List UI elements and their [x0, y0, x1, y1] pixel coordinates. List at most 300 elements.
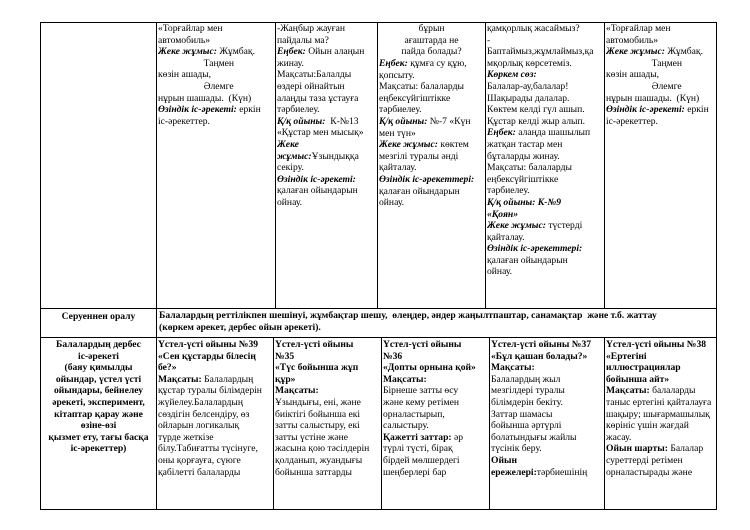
text-line [277, 116, 376, 128]
text-line [275, 420, 380, 432]
line-text: іс-әрекеттер. [158, 115, 210, 127]
line-text: Ұзындығы, ені, және [275, 396, 361, 408]
line-text: орналастырып, [383, 408, 445, 420]
text-line [487, 69, 603, 81]
text-line [379, 70, 484, 82]
line-text: -Жаңбыр жауған [277, 23, 345, 34]
line-text: еңбексүйгіштікке [379, 92, 451, 104]
line-label: Мақсаты: [383, 373, 427, 385]
return-from-walk-content [159, 310, 715, 333]
text-line [277, 139, 376, 151]
text-line [275, 467, 380, 479]
table-border-row1-bottom [40, 308, 717, 309]
line-text: затты үстіне және [275, 431, 349, 443]
text-line [606, 420, 715, 432]
line-text: «Торғайлар мен [606, 23, 671, 34]
line-text: Шақырады далалар. [487, 92, 570, 104]
line-text: автомобиль» [158, 34, 211, 46]
line-text: Әлемге [606, 80, 682, 92]
line-text: қайталау. [379, 162, 417, 174]
text-line [379, 174, 484, 186]
line-text: бойынша заттарды [275, 466, 352, 478]
table-border-col2-top [275, 22, 276, 308]
text-line [491, 385, 603, 397]
line-text: Балалар-ау,балалар! [487, 80, 569, 92]
line-label: Өзіндік іс-әрекеті: [277, 173, 356, 185]
walk-wednesday-top-cell [379, 23, 484, 58]
walk-wednesday-text [379, 58, 484, 209]
text-line [275, 432, 380, 444]
line-text: Әлемге [158, 80, 234, 92]
text-line [487, 209, 603, 221]
text-line [606, 93, 715, 105]
text-line [158, 35, 274, 47]
walk-thursday-cell [487, 23, 603, 278]
line-text: жинау. [277, 57, 304, 69]
return-from-walk-line2: (көркем әрекет, дербес ойын әрекеті). [159, 321, 321, 333]
line-label: №35 [275, 350, 295, 362]
line-text: қопсыту. [379, 69, 415, 81]
text-line [379, 116, 484, 128]
line-text: қалаған ойындарын [487, 254, 568, 266]
text-line [487, 266, 603, 278]
text-line [158, 374, 272, 386]
line-label: Ойын шарты: [606, 443, 668, 455]
line-text: оны қорғауға, сүюге [158, 454, 241, 466]
line-text: нұрын шашады. (Күн) [158, 92, 252, 104]
return-from-walk-line1: Балалардың реттілікпен шешінуі, жұмбақтар шешу, өлеңдер, әндер жаңылтпаштар, санамақтар және т.б. жаттау [159, 310, 657, 321]
line-label: Ойын [491, 454, 518, 466]
text-line [487, 93, 603, 105]
line-text: жасына қою тәсілдерін [275, 443, 370, 455]
line-label: Қ/қ ойыны: [379, 115, 428, 127]
line-text: Таңмен [606, 57, 683, 69]
line-text: нұрын шашады. (Күн) [606, 92, 700, 104]
text-line [379, 81, 484, 93]
line-text: Құстар келді жыр алып. [487, 115, 586, 127]
line-text: әр [451, 431, 464, 443]
text-line [606, 23, 715, 35]
line-text: Мақсаты: балаларды [487, 162, 572, 174]
table-border-col3-top [377, 22, 378, 308]
text-line [487, 23, 603, 35]
label-line: өзіне-өзі [80, 420, 117, 432]
text-line [383, 467, 488, 479]
line-label: «Бұл қашан болады?» [491, 350, 588, 362]
label-line: әрекеті, эксперимент, [52, 396, 145, 408]
text-line [158, 467, 272, 479]
line-label: бойынша айт» [606, 373, 670, 385]
text-line [491, 362, 603, 374]
line-label: Үстел-үсті ойыны [275, 339, 354, 350]
walk-wednesday-question [379, 23, 484, 58]
text-line [379, 197, 484, 209]
line-text: Мақсаты:Балалды [277, 69, 352, 81]
line-label: Еңбек: [487, 127, 516, 139]
line-text: Мақсаты: балаларды [379, 81, 464, 93]
line-text: құстар туралы білімдерін [158, 385, 262, 397]
text-line [606, 374, 715, 386]
text-line [487, 127, 603, 139]
line-text: Бірнеше затты өсу [383, 385, 459, 397]
text-line [491, 443, 603, 455]
line-text: алаңды таза ұстауға [277, 92, 359, 104]
text-line [487, 104, 603, 116]
text-line [491, 432, 603, 444]
line-label: Мақсаты: [606, 385, 650, 397]
label-line: іс-әрекеті [78, 350, 119, 362]
text-line [491, 374, 603, 386]
board-game-36-text [383, 339, 488, 478]
text-line [487, 139, 603, 151]
text-line [158, 69, 274, 81]
text-line [606, 362, 715, 374]
line-label: Жеке жұмыс: [379, 139, 438, 151]
line-label: Үстел-үсті ойыны [383, 339, 462, 350]
text-line [277, 151, 376, 163]
line-text: еркін [236, 104, 261, 116]
line-text: алаңда шашылып [515, 127, 591, 139]
text-line [487, 151, 603, 163]
independent-activity-label [41, 339, 156, 455]
text-line [277, 58, 376, 70]
table-border-right [716, 22, 717, 510]
line-text: пайда болады? [401, 46, 462, 58]
line-text: биіктігі бойынша екі [275, 408, 361, 420]
text-line [487, 197, 603, 209]
line-text: тәрбиешінің [536, 466, 588, 478]
text-line [158, 81, 274, 93]
text-line [277, 162, 376, 174]
line-text: мен түн» [379, 127, 416, 139]
line-text: «Құстар мен мысық» [277, 127, 364, 139]
text-line [487, 255, 603, 267]
table-border-col4-top [485, 22, 486, 308]
text-line [491, 339, 603, 351]
line-label: Өзіндік іс-әрекеттері: [487, 243, 583, 255]
text-line [606, 116, 715, 128]
label-line: ойындар, үстел үсті [55, 373, 142, 385]
text-line [158, 339, 272, 351]
line-text: Ұзындыққа [311, 150, 359, 162]
text-line [275, 362, 380, 374]
line-text: қамқорлық жасаймыз? [487, 23, 580, 34]
line-text: ойнау. [379, 197, 405, 209]
text-line [383, 443, 488, 455]
line-text: секіру. [277, 162, 304, 174]
text-line [158, 351, 272, 363]
walk-friday-cell [606, 23, 715, 127]
line-label: Жеке [277, 138, 299, 150]
text-line [379, 186, 484, 198]
table-border-col4-bottom [489, 337, 490, 510]
text-line [383, 362, 488, 374]
table-border-row2-bottom [40, 337, 717, 338]
walk-monday-cell [158, 23, 274, 127]
table-border-col5-bottom [604, 337, 605, 510]
line-text: еңбексүйгіштікке [487, 173, 559, 185]
walk-tuesday-cell [277, 23, 376, 209]
label-line: іс-әрекеттер) [70, 443, 127, 455]
text-line [379, 104, 484, 116]
text-line [158, 420, 272, 432]
line-text: қолданып, жуандығы [275, 454, 363, 466]
text-line [379, 35, 484, 47]
line-text: және кему ретімен [383, 396, 460, 408]
line-text: мқорлық көрсетеміз. [487, 57, 572, 69]
line-text: №-7 «Күн [427, 115, 471, 127]
walk-thursday-text [487, 23, 603, 278]
line-text: балаларды [649, 385, 696, 397]
walk-wednesday-cell [379, 58, 484, 209]
line-text: Балалардың жыл [491, 373, 561, 385]
line-text: Балалар [667, 443, 704, 455]
board-game-35-text [275, 339, 380, 478]
text-line [487, 162, 603, 174]
line-text: мезгілдері туралы [491, 385, 565, 397]
line-text: көзін ашады, [606, 69, 660, 81]
text-line [158, 116, 274, 128]
line-text: іс-әрекеттер. [606, 115, 658, 127]
text-line [379, 23, 484, 35]
line-text: бірдей мөлшердегі [383, 454, 460, 466]
line-label: Жеке жұмыс: [606, 46, 665, 58]
text-line [487, 116, 603, 128]
line-label: Мақсаты: [275, 385, 319, 397]
text-line [158, 23, 274, 35]
table-border-col1 [156, 22, 157, 510]
label-line: кітаптар қарау және [54, 408, 143, 420]
label-line: (баяу қимылды [64, 362, 133, 374]
text-line [158, 432, 272, 444]
line-text: түсінік беру. [491, 443, 542, 455]
text-line [383, 432, 488, 444]
line-label: құр» [275, 373, 296, 385]
text-line [491, 455, 603, 467]
text-line [606, 467, 715, 479]
text-line [277, 35, 376, 47]
line-label: «Допты орнына қой» [383, 362, 476, 374]
line-label: Өзіндік іс-әрекеттері: [379, 173, 475, 185]
text-line [606, 385, 715, 397]
text-line [277, 81, 376, 93]
line-text: қалаған ойындарын [277, 185, 358, 197]
text-line [277, 174, 376, 186]
line-text: Жұмбақ. [216, 46, 255, 58]
line-text: бойынша әртүрлі [491, 420, 562, 432]
line-text: бұрын [418, 23, 445, 34]
line-text: білімдерін бекіту. [491, 396, 563, 408]
text-line [158, 385, 272, 397]
line-text: қалаған ойындарын [379, 185, 460, 197]
text-line [606, 81, 715, 93]
line-text: пайдалы ма? [277, 34, 329, 46]
text-line [606, 339, 715, 351]
table-border-col5-top [604, 22, 605, 308]
line-text: Көктем келді гүл ашып. [487, 104, 585, 116]
line-label: Өзіндік іс-әрекеті: [158, 104, 237, 116]
line-label: №36 [383, 350, 403, 362]
line-text: Ойын алаңын [305, 46, 365, 58]
text-line [487, 232, 603, 244]
text-line [606, 46, 715, 58]
line-text: жатқан тастар мен [487, 138, 563, 150]
line-text: түстерді [545, 220, 583, 232]
line-text: салыстыру. [383, 420, 429, 432]
line-text: ағаштарда не [404, 34, 459, 46]
table-border-col3-bottom [381, 337, 382, 510]
line-label: Еңбек: [277, 46, 306, 58]
line-text: жүйелеу.Балалардың [158, 396, 244, 408]
line-label: «Ертегіні [606, 350, 647, 362]
line-text: автомобиль» [606, 34, 659, 46]
line-label: «Сен құстарды білесің [158, 350, 256, 362]
text-line [277, 185, 376, 197]
label-line: Балалардың дербес [56, 339, 141, 350]
line-text: Балалардың [201, 373, 254, 385]
line-text: көзін ашады, [158, 69, 212, 81]
board-game-37-cell [491, 339, 603, 478]
text-line [383, 339, 488, 351]
text-line [277, 104, 376, 116]
text-line [606, 397, 715, 409]
line-label: Қ/қ ойыны: [277, 115, 326, 127]
text-line [379, 58, 484, 70]
line-text: К-№13 [325, 115, 359, 127]
line-text: бұталарды жинау. [487, 150, 560, 162]
line-label: Жеке жұмыс: [158, 46, 217, 58]
text-line [158, 443, 272, 455]
line-text: ойларын логикалық [158, 420, 240, 432]
line-text: тәрбиелеу. [277, 104, 320, 116]
text-line [158, 58, 274, 70]
text-line [158, 104, 274, 116]
line-text: Таңмен [158, 57, 235, 69]
line-text: қабілетті балаларды [158, 466, 241, 478]
text-line [606, 432, 715, 444]
line-text: Заттар шамасы [491, 408, 553, 420]
text-line [491, 351, 603, 363]
text-line [383, 351, 488, 363]
line-text: мезгілі туралы әнді [379, 150, 459, 162]
label-line: ойындары, бейнелеу [53, 385, 144, 397]
text-line [275, 351, 380, 363]
text-line [379, 162, 484, 174]
text-line [487, 46, 603, 58]
line-label: «Түс бойынша жұп [275, 362, 359, 374]
line-text: болатындығы жайлы [491, 431, 577, 443]
line-label: жұмыс: [277, 150, 312, 162]
line-label: Көркем сөз: [487, 69, 537, 81]
text-line [379, 139, 484, 151]
text-line [277, 197, 376, 209]
line-text: затты салыстыру, екі [275, 420, 360, 432]
line-label: бе?» [158, 362, 177, 374]
line-text: көктем [437, 139, 469, 151]
text-line [487, 174, 603, 186]
text-line [606, 69, 715, 81]
line-text: жасау. [606, 431, 632, 443]
line-label: Қажетті заттар: [383, 431, 452, 443]
text-line [491, 420, 603, 432]
text-line [491, 467, 603, 479]
text-line [491, 409, 603, 421]
board-game-38-text [606, 339, 715, 478]
line-text: - [487, 34, 491, 46]
board-game-38-cell [606, 339, 715, 478]
line-text: түрлі түсті, бірақ [383, 443, 453, 455]
line-label: Өзіндік іс-әрекеті: [606, 104, 685, 116]
board-game-37-text [491, 339, 603, 478]
line-text: білу.Табиғатты түсінуге, [158, 443, 258, 455]
walk-tuesday-text [277, 23, 376, 209]
text-line [277, 69, 376, 81]
line-label: Үстел-үсті ойыны №39 [158, 339, 259, 350]
line-text: қайталау. [487, 231, 525, 243]
text-line [275, 397, 380, 409]
text-line [277, 23, 376, 35]
line-label: Үстел-үсті ойыны №38 [606, 339, 707, 350]
text-line [275, 385, 380, 397]
line-text: шақыру; шығармашылық [606, 408, 710, 420]
label-line: қызмет ету, тағы басқа [48, 431, 149, 443]
line-text: ойнау. [277, 196, 303, 208]
text-line [158, 46, 274, 58]
text-line [158, 362, 272, 374]
line-label: Қ/қ ойыны: К-№9 [487, 196, 562, 208]
table-border-bottom [40, 509, 717, 510]
line-text: еркін [684, 104, 709, 116]
line-label: Мақсаты: [158, 373, 202, 385]
line-label: иллюстрациялар [606, 362, 681, 374]
line-label: Үстел-үсті ойыны №37 [491, 339, 592, 350]
text-line [158, 409, 272, 421]
text-line [487, 220, 603, 232]
line-text: «Торғайлар мен [158, 23, 223, 34]
text-line [487, 243, 603, 255]
text-line [379, 93, 484, 105]
text-line [275, 409, 380, 421]
table-border-col2-bottom [273, 337, 274, 510]
line-text: ойнау. [487, 266, 513, 278]
text-line [379, 128, 484, 140]
text-line [158, 93, 274, 105]
independent-activity-label-text [41, 339, 156, 455]
text-line [275, 374, 380, 386]
text-line [383, 409, 488, 421]
text-line [606, 58, 715, 70]
line-text: Жұмбақ. [664, 46, 703, 58]
line-label: Мақсаты: [491, 362, 535, 374]
text-line [275, 443, 380, 455]
text-line [606, 443, 715, 455]
text-line [383, 420, 488, 432]
line-text: орналастырады және [606, 466, 693, 478]
line-text: таныс ертегіні қайталауға [606, 396, 712, 408]
board-game-39-text [158, 339, 272, 478]
text-line [158, 397, 272, 409]
line-label: «Қоян» [487, 208, 519, 220]
return-from-walk-label: Серуеннен оралу [61, 311, 136, 322]
text-line [487, 185, 603, 197]
line-label: Жеке жұмыс: [487, 220, 546, 232]
line-text: сөздігін белсендіру, өз [158, 408, 250, 420]
text-line [277, 46, 376, 58]
text-line [275, 455, 380, 467]
walk-monday-text [158, 23, 274, 127]
line-text: тәрбиелеу. [379, 104, 422, 116]
text-line [383, 397, 488, 409]
